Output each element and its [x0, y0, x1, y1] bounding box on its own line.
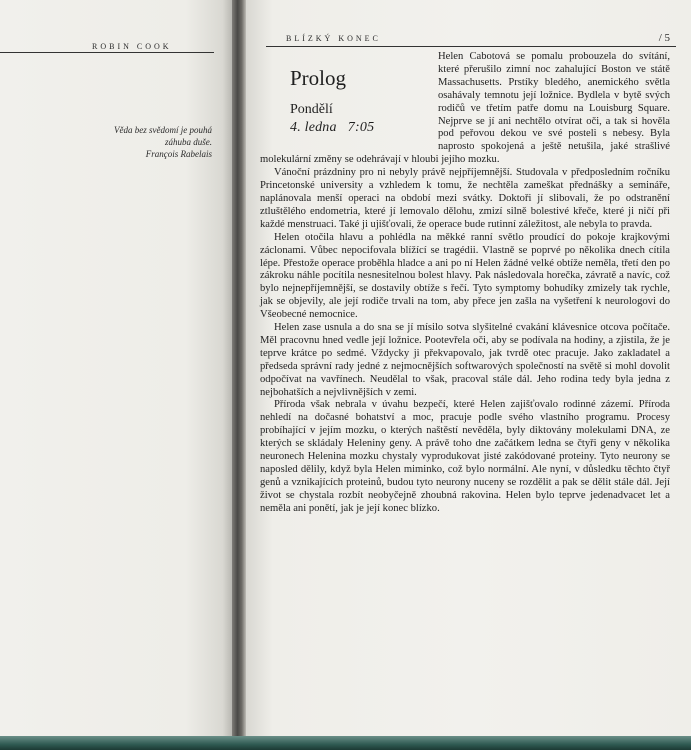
right-running-header: [286, 34, 670, 46]
page-number: / 5: [658, 32, 670, 44]
right-header-rule: [266, 46, 676, 47]
epigraph: [52, 124, 212, 160]
cover-edge: [0, 736, 691, 750]
epigraph-line-2: záhuba duše.: [165, 137, 212, 147]
chapter-date: 4. ledna 7:05: [290, 120, 375, 135]
book-gutter: [232, 0, 246, 750]
paragraph: Vánoční prázdniny pro ni nebyly právě nejpříjemnější. Studovala v předposledním ročníku Princetonské university a vzhledem k tomu, že nechtěla zameškat přednášky a semináře, naplánovala menší operaci na období mezi svátky. Doktoři jí slibovali, že po odstranění ztluštělého endometria, které jí lemovalo dělohu, zmizí silně bolestivé křeče, které ji ničí při každé menstruaci. Také ji ujišťovali, že operace bude rutinní záležitost, ale nebyla to pravda.: [260, 167, 670, 230]
right-page: [246, 0, 691, 750]
left-page: [0, 0, 232, 750]
paragraph: Helen zase usnula a do sna se jí mísilo sotva slyšitelné cvakání klávesnice otcova počítače. Měl pracovnu hned vedle její ložnice. Pootevřela oči, aby se podívala na hodiny, a zjistila, že je teprve krátce po sedmé. Vždycky ji překvapovalo, jak tvrdě otec pracuje. Jako zakladatel a předseda správní rady jedné z nejmocnějších softwarových společností na světě si mohl dovolit odpočívat na vavřínech. Neudělal to však, pracoval stále dál. Jeho rodina tedy byla jedna z nejbohatších a nejvlivnějších v zemi.: [260, 322, 670, 398]
left-header-rule: [0, 52, 214, 53]
book-title-header: BLÍZKÝ KONEC: [286, 34, 381, 43]
epigraph-line-1: Věda bez svědomí je pouhá: [114, 125, 212, 135]
paragraph: Příroda však nebrala v úvahu bezpečí, které Helen zajišťovalo rodinné zázemí. Příroda nehledí na dočasné bohatství a moc, pracuje podle svého vlastního programu. Procesy probíhající v jejím mozku, o kterých naštěstí nevěděla, byly diktovány molekulami DNA, ze kterých se skládaly Heleniny geny. A právě toho dne začátkem ledna se čtyři geny v několika neuronech Helenina mozku chystaly vyprodukovat jisté zakódované proteiny. Tyto neurony se naposled dělily, když byla Helen miminko, což bylo normální. Ale nyní, v důsledku těchto čtyř genů a vznikajících proteinů, budou tyto neurony nuceny se rozdělit a pak se dělit stále dál. Její život se chystala rozbít neobyčejně zhoubná rakovina. Helen bylo teprve jedenadvacet let a neměla ani ponětí, jak je její konec blízko.: [260, 399, 670, 514]
chapter-heading: [290, 66, 420, 136]
epigraph-author: François Rabelais: [145, 149, 212, 159]
paragraph: Helen otočila hlavu a pohlédla na měkké ranní světlo proudící do pokoje krajkovými záclonami. Vůbec nepocifovala blížící se tragédii. Vlastně se poprvé po několika dnech cítila lépe. Přestože operace proběhla hladce a ani po ní Helen žádné velké obtíže neměla, třetí den po zákroku náhle pocítila nesnesitelnou bolest hlavy. Pak následovala horečka, závratě a navíc, což bylo nejnepříjemnější, se dostavily obtíže s řečí. Tyto symptomy bohudíky zmizely tak rychle, jak se objevily, ale její rodiče trvali na tom, aby přece jen zašla na vyšetření k neurologovi do Všeobecné nemocnice.: [260, 231, 670, 321]
chapter-title: Prolog: [290, 66, 347, 90]
chapter-day: Pondělí: [290, 102, 333, 117]
left-running-header: ROBIN COOK: [92, 42, 172, 51]
paragraph: Helen Cabotová se pomalu probouzela do svítání, které přerušilo zimní noc zahalující Boston ve státě Massachusetts. Prstíky bledého, anemického světla osahávaly temnotu její ložnice. Bydlela v bytě svých rodičů ve třetím patře domu na Louisburg Square. Nejprve se jí ani nechtělo otvírat oči, a tak si hověla pod peřovou dekou ve své posteli s nebesy. Byla naprosto spokojená a ještě netušila, jaké strašlivé molekulární změny se odehrávají v hloubi jejího mozku.: [260, 51, 670, 166]
